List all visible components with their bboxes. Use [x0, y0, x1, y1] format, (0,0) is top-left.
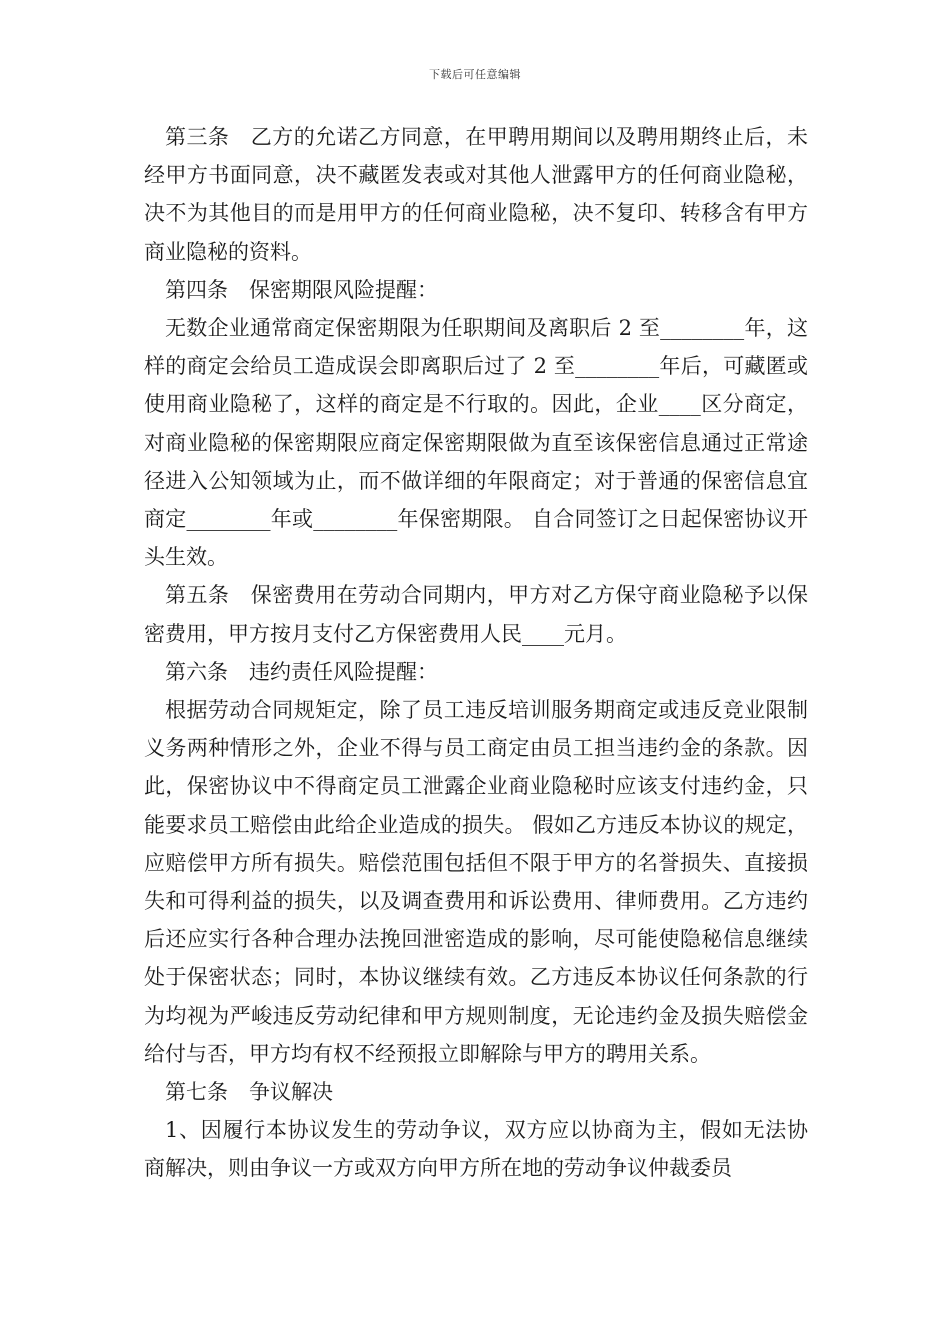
article-6-heading: 第六条 违约责任风险提醒：: [165, 659, 438, 684]
article-4-heading: 第四条 保密期限风险提醒：: [165, 277, 438, 302]
article-3-paragraph: 第三条 乙方的允诺乙方同意，在甲聘用期间以及聘用期终止后，未经甲方书面同意，决不藏匿发表或对其他人泄露甲方的任何商业隐秘，决不为其他目的而是用甲方的任何商业隐秘，决不复印、转移含有甲方商业隐秘的资料。: [144, 125, 808, 264]
article-7-heading: 第七条 争议解决: [165, 1080, 333, 1105]
article-4-paragraph: 无数企业通常商定保密期限为任职期间及离职后 2 至________年，这样的商定会给员工造成误会即离职后过了 2 至________年后，可藏匿或使用商业隐秘了，这样的商定是不行取的。因此，企业____区分商定，对商业隐秘的保密期限应商定保密期限做为直至该保密信息通过正常途径进入公知领域为止，而不做详细的年限商定；对于普通的保密信息宜商定________年或________年保密期限。 自合同签订之日起保密协议开头生效。: [144, 316, 808, 570]
page-header: 下载后可任意编辑: [429, 68, 521, 81]
article-7-clause-1: 1、因履行本协议发生的劳动争议，双方应以协商为主，假如无法协商解决，则由争议一方或双方向甲方所在地的劳动争议仲裁委员: [144, 1118, 808, 1181]
document-body: [144, 118, 808, 1188]
article-6-paragraph: 根据劳动合同规矩定，除了员工违反培训服务期商定或违反竞业限制义务两种情形之外，企业不得与员工商定由员工担当违约金的条款。因此，保密协议中不得商定员工泄露企业商业隐秘时应该支付违约金，只能要求员工赔偿由此给企业造成的损失。 假如乙方违反本协议的规定，应赔偿甲方所有损失。赔偿范围包括但不限于甲方的名誉损失、直接损失和可得利益的损失，以及调查费用和诉讼费用、律师费用。乙方违约后还应实行各种合理办法挽回泄密造成的影响，尽可能使隐秘信息继续处于保密状态；同时，本协议继续有效。乙方违反本协议任何条款的行为均视为严峻违反劳动纪律和甲方规则制度，无论违约金及损失赔偿金给付与否，甲方均有权不经预报立即解除与甲方的聘用关系。: [144, 698, 808, 1066]
article-5-paragraph: 第五条 保密费用在劳动合同期内，甲方对乙方保守商业隐秘予以保密费用，甲方按月支付乙方保密费用人民____元月。: [144, 583, 808, 646]
